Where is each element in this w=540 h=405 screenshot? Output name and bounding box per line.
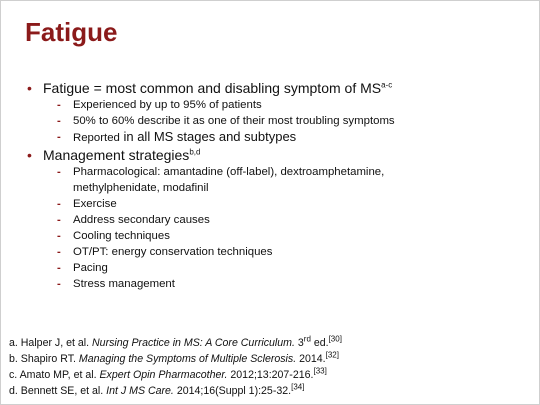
reference-details: 3	[294, 337, 304, 349]
reference-item	[9, 367, 529, 383]
sub-bullet-text: Cooling techniques	[73, 230, 170, 242]
bullet-text: Management strategies	[43, 147, 190, 163]
sub-bullet-text: Reported	[73, 132, 120, 144]
sub-bullet-text: Exercise	[73, 198, 117, 210]
reference-number: [30]	[328, 334, 342, 344]
reference-number: [32]	[325, 350, 339, 360]
reference-number: [33]	[313, 366, 327, 376]
reference-source: Int J MS Care.	[106, 385, 174, 397]
reference-number: [34]	[291, 382, 305, 392]
reference-source: Managing the Symptoms of Multiple Sclerosis.	[78, 353, 297, 365]
dash-icon: -	[57, 214, 61, 226]
sub-bullet-text: Stress management	[73, 278, 175, 290]
sub-bullet-text: Experienced by up to 95% of patients	[73, 99, 262, 111]
reference-details: 2014;16(Suppl 1):25-32.	[173, 385, 292, 397]
reference-authors: c. Amato MP, et al.	[9, 369, 100, 381]
sub-bullet-text: methylphenidate, modafinil	[73, 182, 209, 194]
sub-bullet-text: 50% to 60% describe it as one of their most troubling symptoms	[73, 115, 395, 127]
sub-bullet	[27, 276, 527, 292]
slide-body	[27, 79, 527, 292]
reference-authors: a. Halper J, et al.	[9, 337, 93, 349]
reference-item	[9, 383, 529, 399]
reference-authors: d. Bennett SE, et al.	[9, 385, 107, 397]
slide-title: Fatigue	[25, 17, 118, 47]
dash-icon: -	[57, 278, 61, 290]
bullet-superscript: a-c	[381, 80, 393, 90]
dash-icon: -	[57, 246, 61, 258]
sub-bullet	[27, 244, 527, 260]
sub-bullet	[27, 164, 527, 180]
reference-authors: b. Shapiro RT.	[9, 353, 79, 365]
dash-icon: -	[57, 198, 61, 210]
sub-bullet-text: Pharmacological: amantadine (off-label), dextroamphetamine,	[73, 166, 385, 178]
dash-icon: -	[57, 99, 61, 111]
references	[9, 335, 529, 399]
bullet-dot-icon: •	[27, 80, 32, 96]
reference-source: Expert Opin Pharmacother.	[99, 369, 228, 381]
dash-icon: -	[57, 131, 61, 143]
bullet-superscript: b,d	[189, 147, 201, 157]
reference-details: 2012;13:207-216.	[227, 369, 314, 381]
reference-item	[9, 351, 529, 367]
bullet-management	[27, 146, 527, 164]
dash-icon: -	[57, 115, 61, 127]
reference-edition: ed.	[310, 337, 329, 349]
sub-bullet-text: OT/PT: energy conservation techniques	[73, 246, 273, 258]
sub-bullet	[27, 97, 527, 113]
sub-bullet	[27, 260, 527, 276]
sub-bullet-text: Pacing	[73, 262, 108, 274]
dash-icon: -	[57, 230, 61, 242]
reference-ordinal: rd	[303, 334, 311, 344]
sub-bullet	[27, 212, 527, 228]
sub-bullet-text-large: in all MS stages and subtypes	[119, 129, 297, 144]
reference-item	[9, 335, 529, 351]
sub-bullet-text: Address secondary causes	[73, 214, 210, 226]
sub-bullet	[27, 196, 527, 212]
sub-bullet	[27, 113, 527, 129]
reference-details: 2014.	[296, 353, 326, 365]
bullet-text: Fatigue = most common and disabling symptom of MS	[43, 80, 382, 96]
dash-icon: -	[57, 262, 61, 274]
reference-source: Nursing Practice in MS: A Core Curriculum.	[92, 337, 295, 349]
sub-bullet	[27, 228, 527, 244]
sub-bullet	[27, 129, 527, 146]
bullet-fatigue	[27, 79, 527, 97]
dash-icon: -	[57, 166, 61, 178]
bullet-dot-icon: •	[27, 147, 32, 163]
sub-bullet-continuation	[27, 180, 527, 196]
